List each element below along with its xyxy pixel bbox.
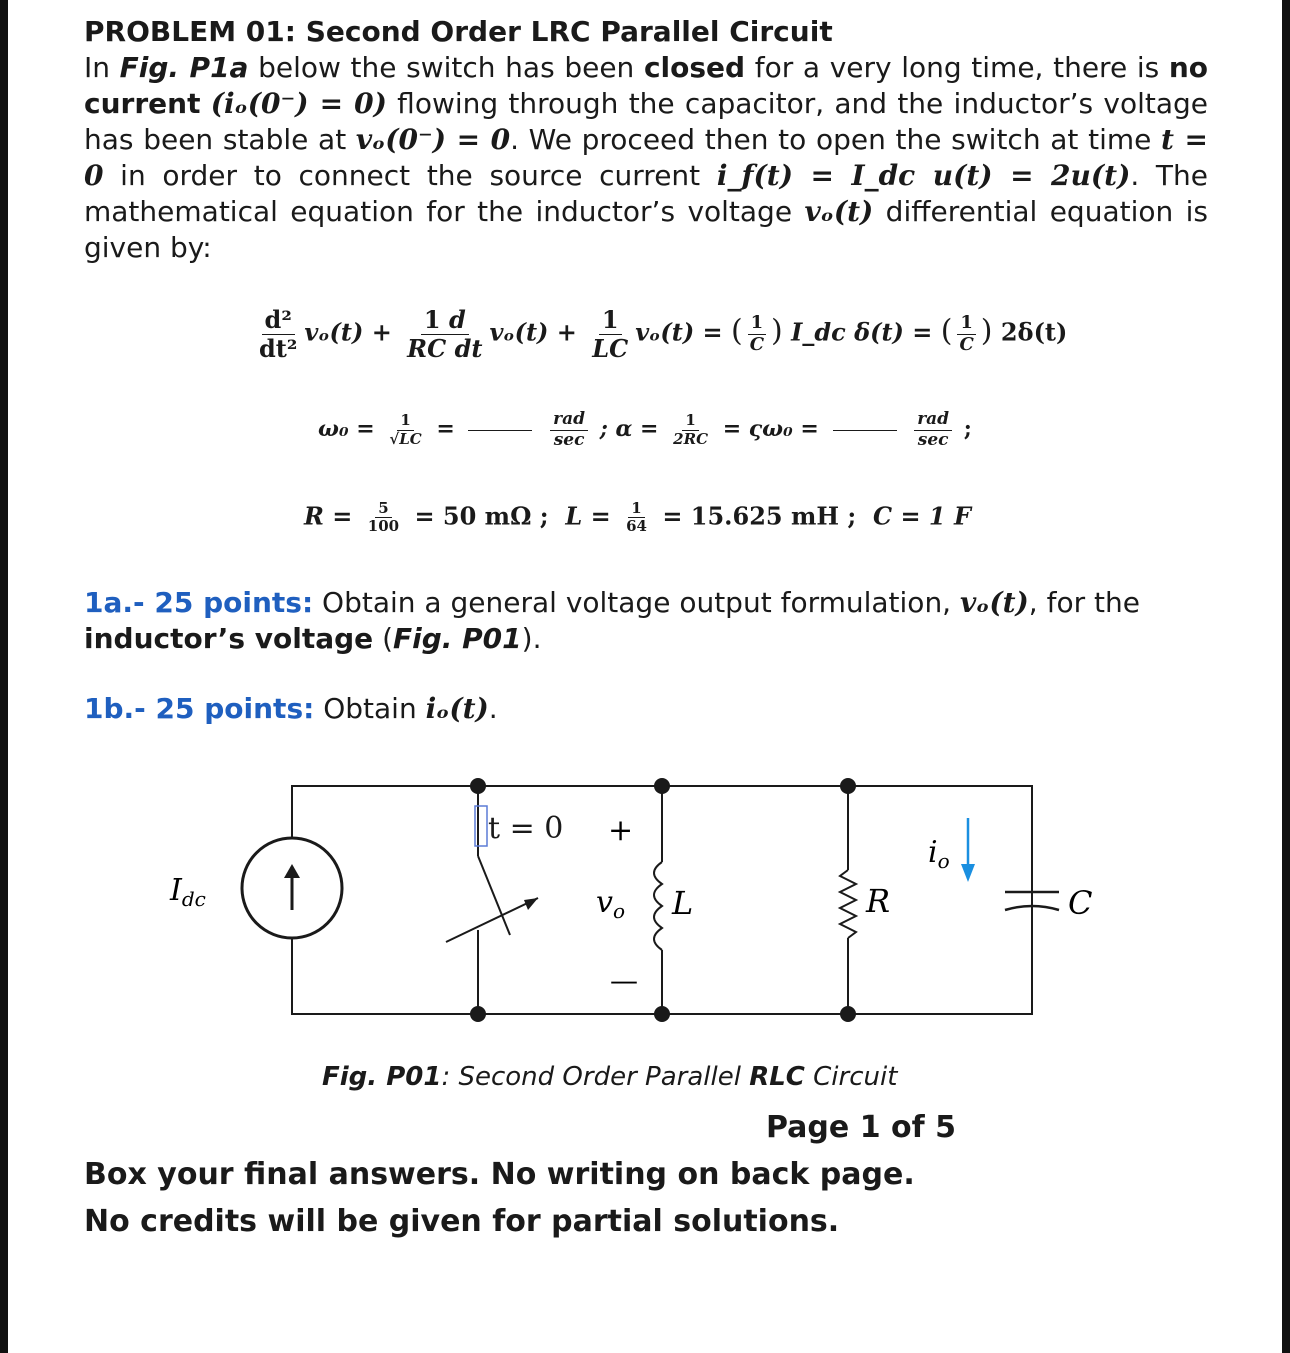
current-label: $i_o$: [928, 835, 950, 873]
arrow-down-icon: [961, 864, 975, 882]
source-label: $I_{dc}$: [170, 873, 206, 911]
time-zero-math: t = 0: [84, 123, 1208, 192]
footer-instruction-1: Box your final answers. No writing on back page.: [84, 1157, 915, 1192]
resistor-label: R: [866, 882, 891, 920]
resistor-zigzag: [840, 870, 856, 938]
plus-sign: +: [608, 813, 634, 848]
current-source: [242, 838, 342, 938]
footer-instruction-2: No credits will be given for partial solutions.: [84, 1204, 840, 1239]
fig-reference: Fig. P1a: [119, 51, 249, 84]
switch-label-box: [475, 806, 487, 846]
initial-voltage-math: vₒ(0⁻) = 0: [355, 123, 511, 156]
source-current-math: i_f(t) = I_dc u(t) = 2u(t): [716, 159, 1131, 192]
initial-current-math: (iₒ(0⁻) = 0): [210, 87, 387, 120]
frequency-equations: ω₀ = $\frac{1}{√LC}$ = $\frac{\text{rad}}{\sec}$ ; α = $\frac{1}{2RC}$ = ςω₀ = $\frac{\text{rad}}{\sec}$ ;: [318, 409, 972, 450]
question-1a-points: 1a.- 25 points:: [84, 586, 314, 619]
minus-sign: —: [610, 964, 638, 997]
question-1b: 1b.- 25 points: Obtain iₒ(t).: [84, 692, 498, 725]
page-number: Page 1 of 5: [766, 1110, 956, 1145]
switch-label: t = 0: [488, 811, 564, 846]
question-1a: 1a.- 25 points: Obtain a general voltage output formulation, vₒ(t), for the inductor’s voltage (Fig. P01).: [84, 586, 1140, 655]
switch-arrow: [446, 898, 538, 942]
output-voltage-math: vₒ(t): [804, 195, 874, 228]
current-arrow: [961, 818, 975, 882]
inductor-coil: [654, 862, 662, 950]
no-current-emphasis: no current: [84, 51, 1208, 120]
figure-caption: Fig. P01: Second Order Parallel RLC Circuit: [322, 1062, 898, 1092]
problem-title: PROBLEM 01: Second Order LRC Parallel Circuit: [84, 15, 833, 48]
arrow-head-icon: [524, 898, 538, 910]
circuit-wires: [292, 786, 1032, 1014]
closed-emphasis: closed: [643, 51, 746, 84]
differential-equation: $\frac{\text{d²}}{\text{dt²}}$ vₒ(t) + $\frac{1 d}{\text{RC dt}}$ vₒ(t) + $\frac{1}{LC}$ vₒ(t) = ( $\frac{1}{C}$ ) I_dc δ(t) = ( $\frac{1}{C}$ ) 2δ(t): [259, 305, 1068, 363]
inductor-label: L: [672, 884, 694, 922]
question-1b-points: 1b.- 25 points:: [84, 692, 315, 725]
voltage-label: $v_o$: [596, 885, 625, 923]
capacitor-label: C: [1068, 884, 1093, 922]
component-values: R = $\frac{5}{100}$ = 50 mΩ ; L = $\frac{1}{64}$ = 15.625 mH ; C = 1 F: [304, 499, 972, 536]
problem-intro: In Fig. P1a below the switch has been closed for a very long time, there is no current (iₒ(0⁻) = 0) flowing through the capacitor, and the inductor’s voltage has been stable at vₒ(0⁻) = 0. We proceed then to open the switch at time t = 0 in order to connect the source current i_f(t) = I_dc u(t) = 2u(t). The mathematical equation for the inductor’s voltage vₒ(t) differential equation is given by:: [84, 51, 1209, 264]
